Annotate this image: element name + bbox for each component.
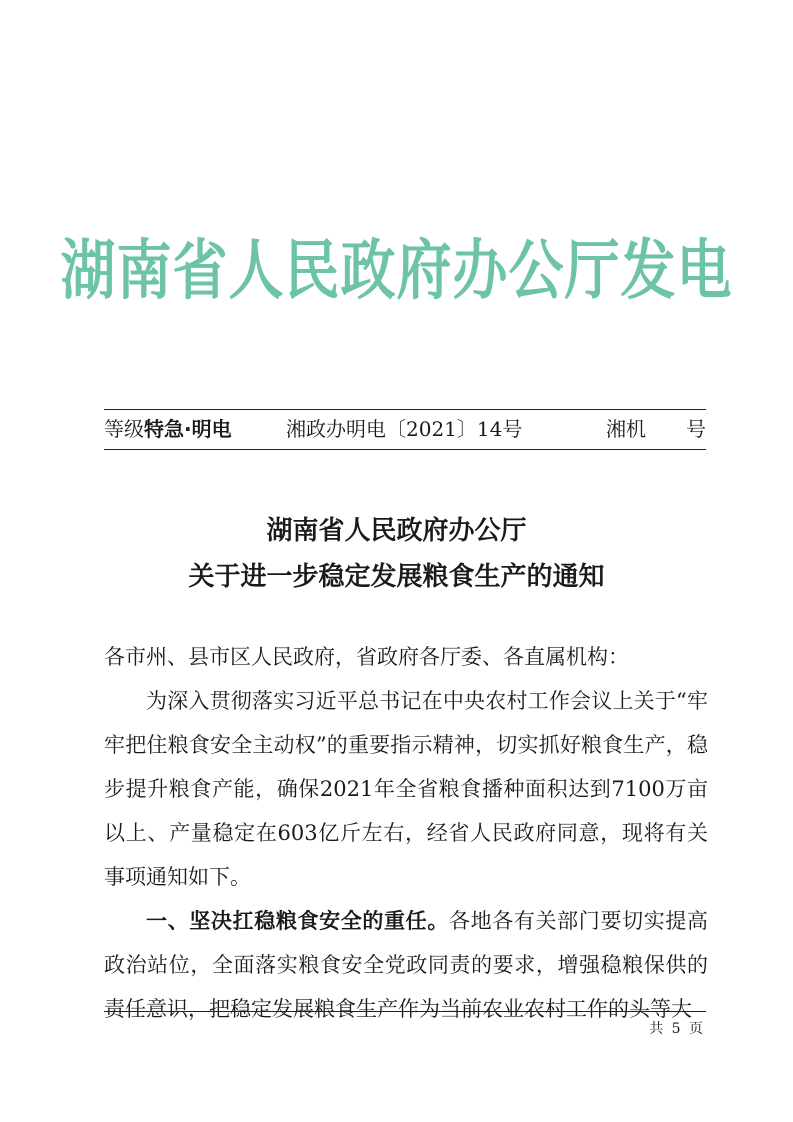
header-bottom-rule [104, 449, 706, 450]
section-1-text: 各地各有关部门要切实提高政治站位，全面落实粮食安全党政同责的要求，增强稳粮保供的责任意识，把稳定发展粮食生产作为当前农业农村工作的头等大 [104, 909, 709, 1021]
footer-rule [104, 1011, 706, 1012]
grade-label: 等级 [104, 417, 144, 441]
notice-body [104, 635, 708, 1031]
telegram-number: 湘机 号 [606, 417, 706, 441]
section-1-heading: 一、坚决扛稳粮食安全的重任。 [146, 909, 449, 933]
notice-title [0, 508, 793, 600]
grade-value: 特急·明电 [144, 417, 232, 441]
title-line-2: 关于进一步稳定发展粮食生产的通知 [188, 562, 605, 592]
urgency-grade [104, 416, 232, 442]
masthead-title: 湖南省人民政府办公厅发电 [60, 232, 733, 308]
addressee: 各市州、县市区人民政府，省政府各厅委、各直属机构： [104, 645, 629, 669]
header-top-rule [104, 409, 706, 410]
document-number: 湘政办明电〔2021〕14号 [286, 417, 523, 441]
page-count: 共 5 页 [649, 1021, 705, 1037]
paragraph-intro: 为深入贯彻落实习近平总书记在中央农村工作会议上关于“牢牢把住粮食安全主动权”的重要指示精神，切实抓好粮食生产，稳步提升粮食产能，确保2021年全省粮食播种面积达到7100万亩以上、产量稳定在603亿斤左右，经省人民政府同意，现将有关事项通知如下。 [104, 689, 708, 889]
title-line-1: 湖南省人民政府办公厅 [266, 516, 527, 546]
